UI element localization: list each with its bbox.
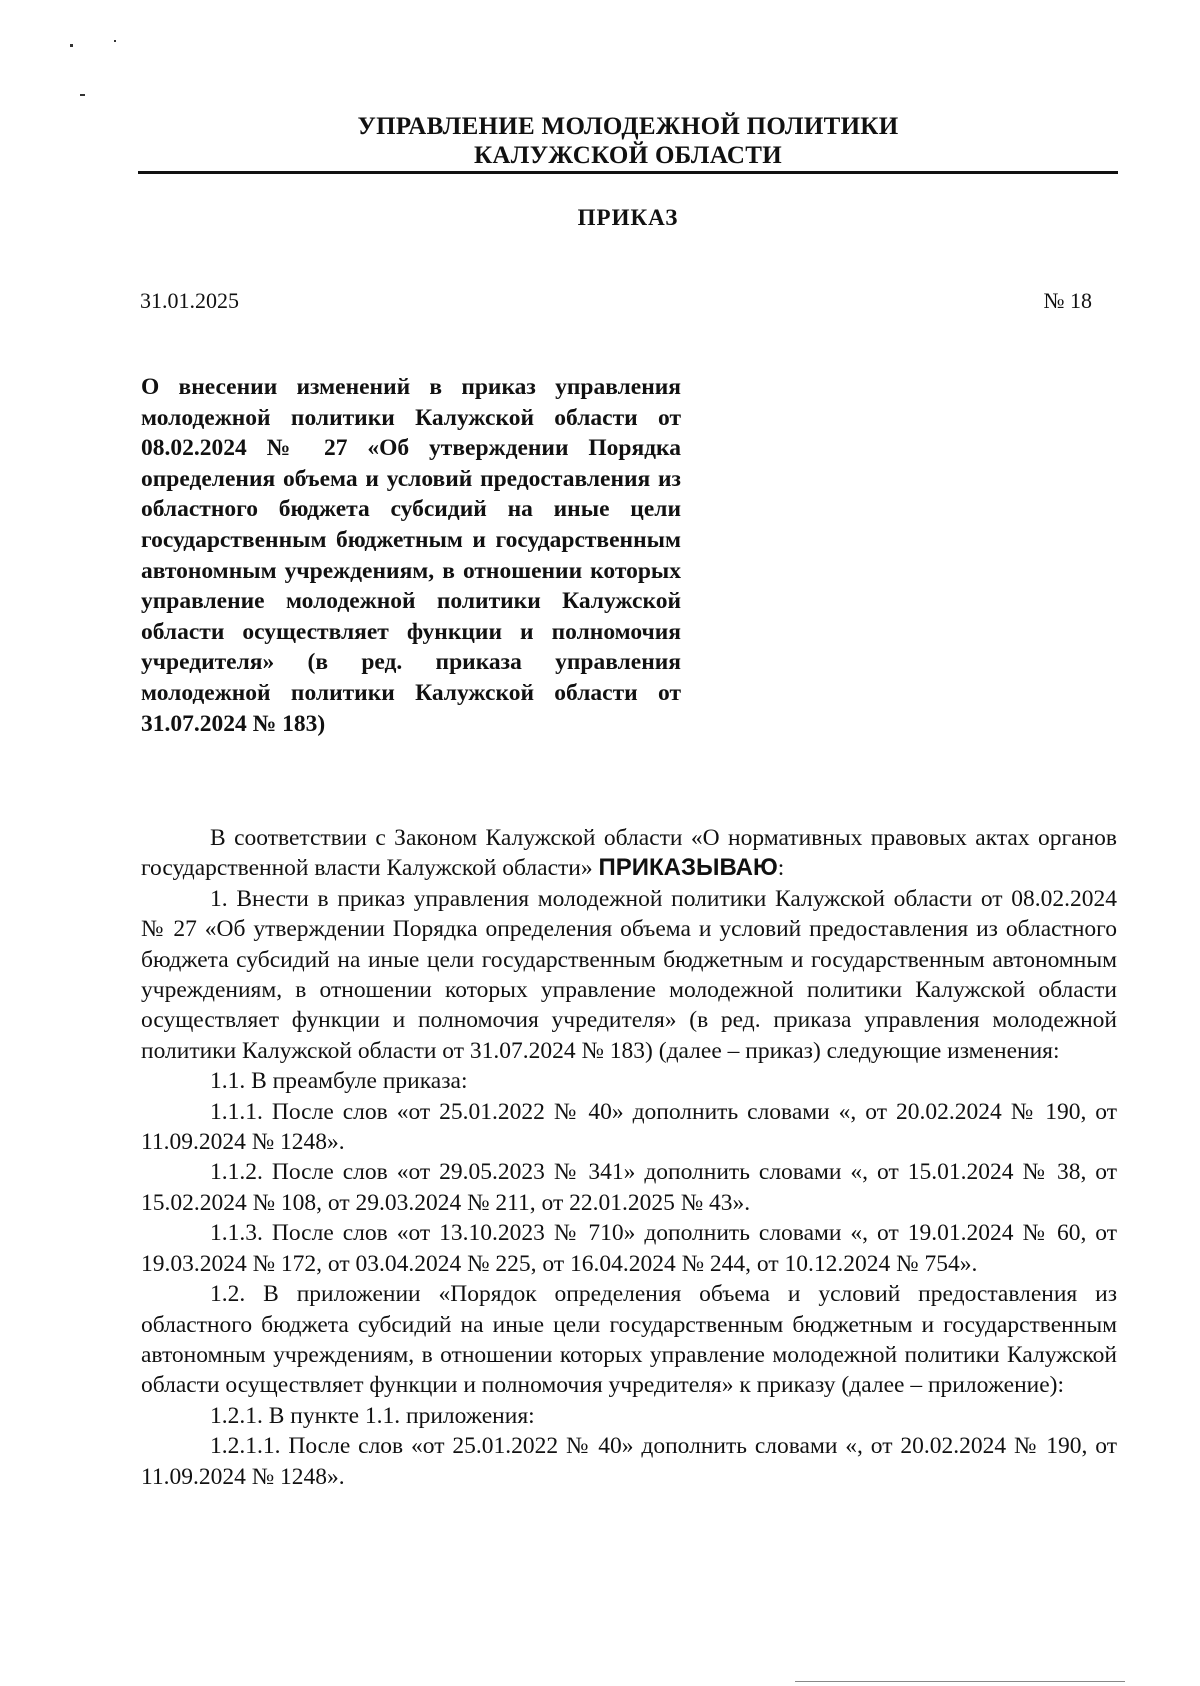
document-body (141, 823, 1117, 1492)
paragraph-1-1-3: 1.1.3. После слов «от 13.10.2023 № 710» дополнить словами «, от 19.01.2024 № 60, от 19.03.2024 № 172, от 03.04.2024 № 225, от 16.04.2024 № 244, от 10.12.2024 № 754». (141, 1220, 1117, 1277)
scan-speck (70, 44, 73, 47)
paragraph-1-1-2: 1.1.2. После слов «от 29.05.2023 № 341» дополнить словами «, от 15.01.2024 № 38, от 15.02.2024 № 108, от 29.03.2024 № 211, от 22.01.2025 № 43». (141, 1159, 1117, 1216)
paragraph-1: 1. Внести в приказ управления молодежной политики Калужской области от 08.02.2024 № 27 «Об утверждении Порядка определения объема и условий предоставления из областного бюджета субсидий на иные цели государственным бюджетным и государственным автономным учреждениям, в отношении которых управление молодежной политики Калужской области осуществляет функции и полномочия учредителя» (в ред. приказа управления молодежной политики Калужской области от 31.07.2024 № 183) (далее – приказ) следующие изменения: (141, 885, 1117, 1064)
paragraph-1-1: 1.1. В преамбуле приказа: (210, 1068, 468, 1095)
document-subject: О внесении изменений в приказ управления молодежной политики Калужской области от 08.02.2024 № 27 «Об утверждении Порядка определения объема и условий предоставления из областного бюджета субсидий на иные цели государственным бюджетным и государственным автономным учреждениям, в отношении которых управление молодежной политики Калужской области осуществляет функции и полномочия учредителя» (в ред. приказа управления молодежной политики Калужской области от 31.07.2024 № 183) (141, 374, 681, 737)
organization-header (138, 112, 1118, 170)
preamble-text: В соответствии с Законом Калужской области «О нормативных правовых актах органов государственной власти Калужской области» (141, 825, 1117, 882)
organization-name-line1: УПРАВЛЕНИЕ МОЛОДЕЖНОЙ ПОЛИТИКИ (357, 113, 899, 140)
order-keyword: ПРИКАЗЫВАЮ (598, 854, 778, 882)
organization-name-line2: КАЛУЖСКОЙ ОБЛАСТИ (473, 142, 783, 169)
scan-speck (114, 40, 116, 42)
paragraph-1-2-1-1: 1.2.1.1. После слов «от 25.01.2022 № 40» дополнить словами «, от 20.02.2024 № 190, от 11.09.2024 № 1248». (141, 1433, 1117, 1490)
order-keyword-colon: : (777, 855, 785, 882)
page-bottom-line (795, 1681, 1125, 1682)
header-divider (138, 171, 1118, 174)
paragraph-1-2-1: 1.2.1. В пункте 1.1. приложения: (210, 1402, 535, 1429)
document-date: 31.01.2025 (140, 288, 239, 313)
document-number: № 18 (1043, 288, 1092, 313)
scan-speck (80, 94, 85, 96)
preamble-paragraph (141, 823, 1117, 884)
document-type: ПРИКАЗ (577, 205, 679, 230)
paragraph-1-2: 1.2. В приложении «Порядок определения объема и условий предоставления из областного бюджета субсидий на иные цели государственным бюджетным и государственным автономным учреждениям, в отношении которых управление молодежной политики Калужской области осуществляет функции и полномочия учредителя» к приказу (далее – приложение): (141, 1281, 1117, 1399)
paragraph-1-1-1: 1.1.1. После слов «от 25.01.2022 № 40» дополнить словами «, от 20.02.2024 № 190, от 11.09.2024 № 1248». (141, 1098, 1117, 1156)
